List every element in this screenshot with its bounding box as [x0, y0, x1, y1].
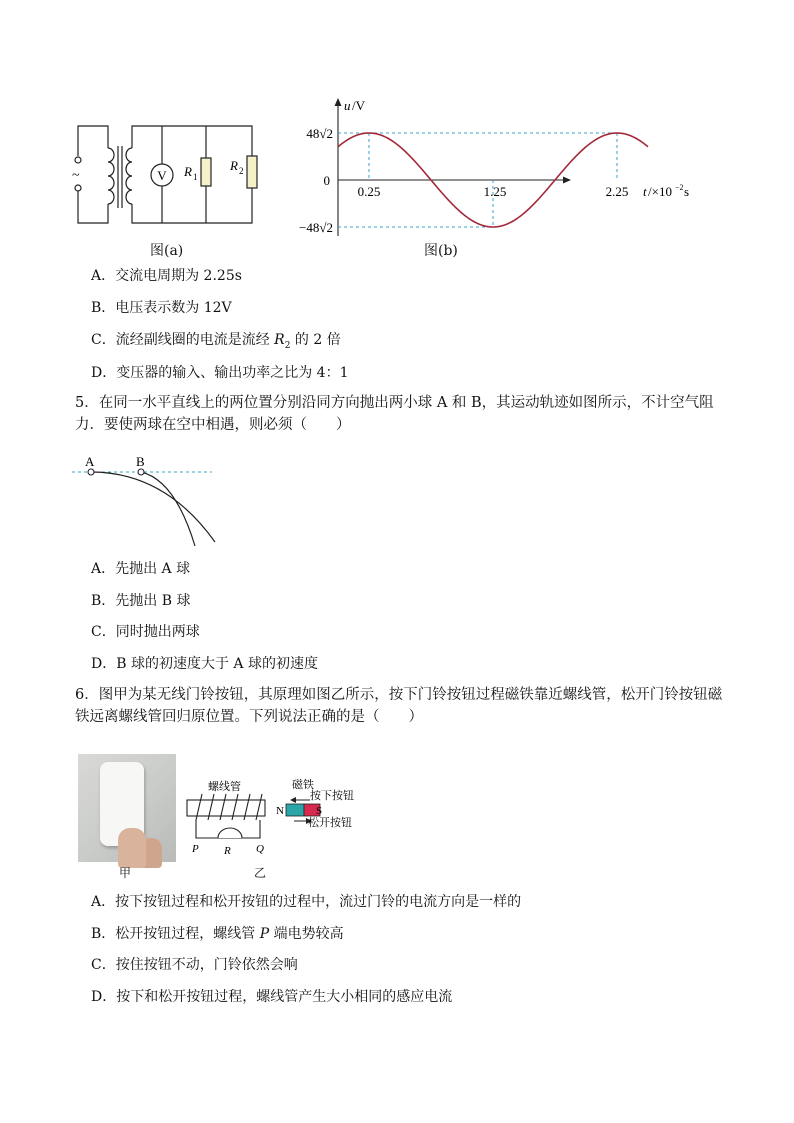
primary-wire-bottom — [78, 190, 108, 223]
ball-b-label: B — [136, 454, 145, 469]
q4-option-a[interactable]: A．交流电周期为 2.25s — [91, 268, 242, 284]
x-tick-1.25: 1.25 — [483, 184, 507, 199]
x-tick-0.25: 0.25 — [357, 184, 381, 199]
trajectory-b — [141, 472, 195, 546]
q4-option-d[interactable]: D．变压器的输入、输出功率之比为 4：1 — [91, 365, 349, 381]
solenoid-diagram — [182, 776, 372, 858]
y-axis-arrow — [335, 98, 342, 106]
photo-caption-jia: 甲 — [119, 866, 132, 880]
x-axis-unit: /×10 — [648, 184, 672, 199]
q6-option-b[interactable] — [91, 924, 344, 944]
r2-label: R — [230, 158, 238, 173]
r1-label: R — [184, 164, 192, 179]
q6-option-a[interactable]: A．按下按钮过程和松开按钮的过程中，流过门铃的电流方向是一样的 — [91, 894, 522, 910]
q5-option-a[interactable]: A．先抛出 A 球 — [91, 561, 191, 577]
ball-b — [138, 469, 144, 475]
magnet-n-label: N — [276, 805, 284, 817]
q4-option-c-post: 的 2 倍 — [290, 332, 341, 348]
figure-b-caption: 图(b) — [424, 243, 458, 259]
y-axis-unit: /V — [352, 98, 365, 113]
source-terminal-top — [75, 157, 81, 163]
trajectory-a — [91, 472, 215, 542]
doorbell-photo — [78, 754, 176, 862]
q6-option-b-var: P — [259, 926, 270, 942]
magnet-label: 磁铁 — [292, 779, 314, 791]
x-tick-2.25: 2.25 — [605, 184, 629, 199]
ball-a — [88, 469, 94, 475]
q4-option-c-text: C．流经副线圈的电流是流经 — [91, 332, 275, 348]
resistor-r2 — [247, 156, 257, 188]
y-tick-zero: 0 — [323, 173, 330, 188]
press-arrow-head — [290, 797, 296, 803]
q5-option-d[interactable]: D．B 球的初速度大于 A 球的初速度 — [91, 656, 318, 672]
circuit-diagram-a — [60, 118, 280, 238]
q4-option-b[interactable]: B．电压表示数为 12V — [91, 300, 232, 316]
resistor-r1 — [201, 158, 211, 186]
magnet-s-label: S — [316, 805, 323, 817]
q4-option-c[interactable] — [91, 330, 341, 356]
y-tick-min: −48√2 — [299, 220, 333, 235]
doorbell-bell-icon — [218, 828, 242, 838]
trajectory-diagram — [70, 452, 220, 548]
diagram-caption-yi: 乙 — [254, 866, 267, 880]
secondary-coil — [126, 148, 132, 204]
q5-option-b[interactable]: B．先抛出 B 球 — [91, 593, 191, 609]
x-axis-arrow — [563, 177, 571, 184]
resistor-r-label: R — [224, 845, 231, 857]
q4-option-c-sub: 2 — [284, 340, 291, 351]
secondary-wire-bottom — [132, 188, 252, 223]
x-axis-unit-s: s — [684, 184, 690, 199]
figure-a-caption: 图(a) — [150, 243, 184, 259]
r1-subscript: 1 — [193, 172, 198, 182]
q6-option-b-text: B．松开按钮过程，螺线管 — [91, 926, 260, 942]
q6-option-d[interactable]: D．按下和松开按钮过程，螺线管产生大小相同的感应电流 — [91, 989, 453, 1005]
magnet-n-pole — [286, 804, 304, 816]
press-label: 按下按钮 — [310, 790, 354, 802]
secondary-wire-top — [132, 126, 252, 156]
coil-label: 螺线管 — [208, 781, 241, 793]
primary-wire — [78, 126, 108, 156]
y-axis-label: u — [344, 98, 351, 113]
terminal-p: P — [192, 843, 199, 855]
release-label: 松开按钮 — [308, 817, 352, 829]
x-axis-label: t — [643, 184, 647, 199]
voltmeter-symbol: V — [157, 168, 167, 183]
q5-stem: 5．在同一水平直线上的两位置分别沿同方向抛出两小球 A 和 B，其运动轨迹如图所示，不计空气阻力．要使两球在空中相遇，则必须（ ） — [75, 395, 714, 433]
source-terminal-bottom — [75, 185, 81, 191]
y-tick-max: 48√2 — [306, 126, 333, 141]
voltage-waveform-chart — [280, 96, 690, 242]
primary-coil — [108, 148, 114, 204]
ball-a-label: A — [85, 454, 95, 469]
q4-option-c-var: R — [274, 332, 285, 348]
x-axis-exponent: −2 — [675, 183, 684, 192]
source-symbol: ~ — [72, 168, 80, 183]
finger-shape — [118, 828, 146, 868]
q6-option-b-post: 端电势较高 — [269, 926, 344, 942]
terminal-q: Q — [256, 843, 264, 855]
r2-subscript: 2 — [239, 166, 244, 176]
q6-option-c[interactable]: C．按住按钮不动，门铃依然会响 — [91, 957, 298, 973]
q6-stem: 6．图甲为某无线门铃按钮，其原理如图乙所示，按下门铃按钮过程磁铁靠近螺线管，松开门铃按钮磁铁远离螺线管回归原位置。下列说法正确的是（ ） — [75, 687, 723, 725]
q5-option-c[interactable]: C．同时抛出两球 — [91, 624, 200, 640]
